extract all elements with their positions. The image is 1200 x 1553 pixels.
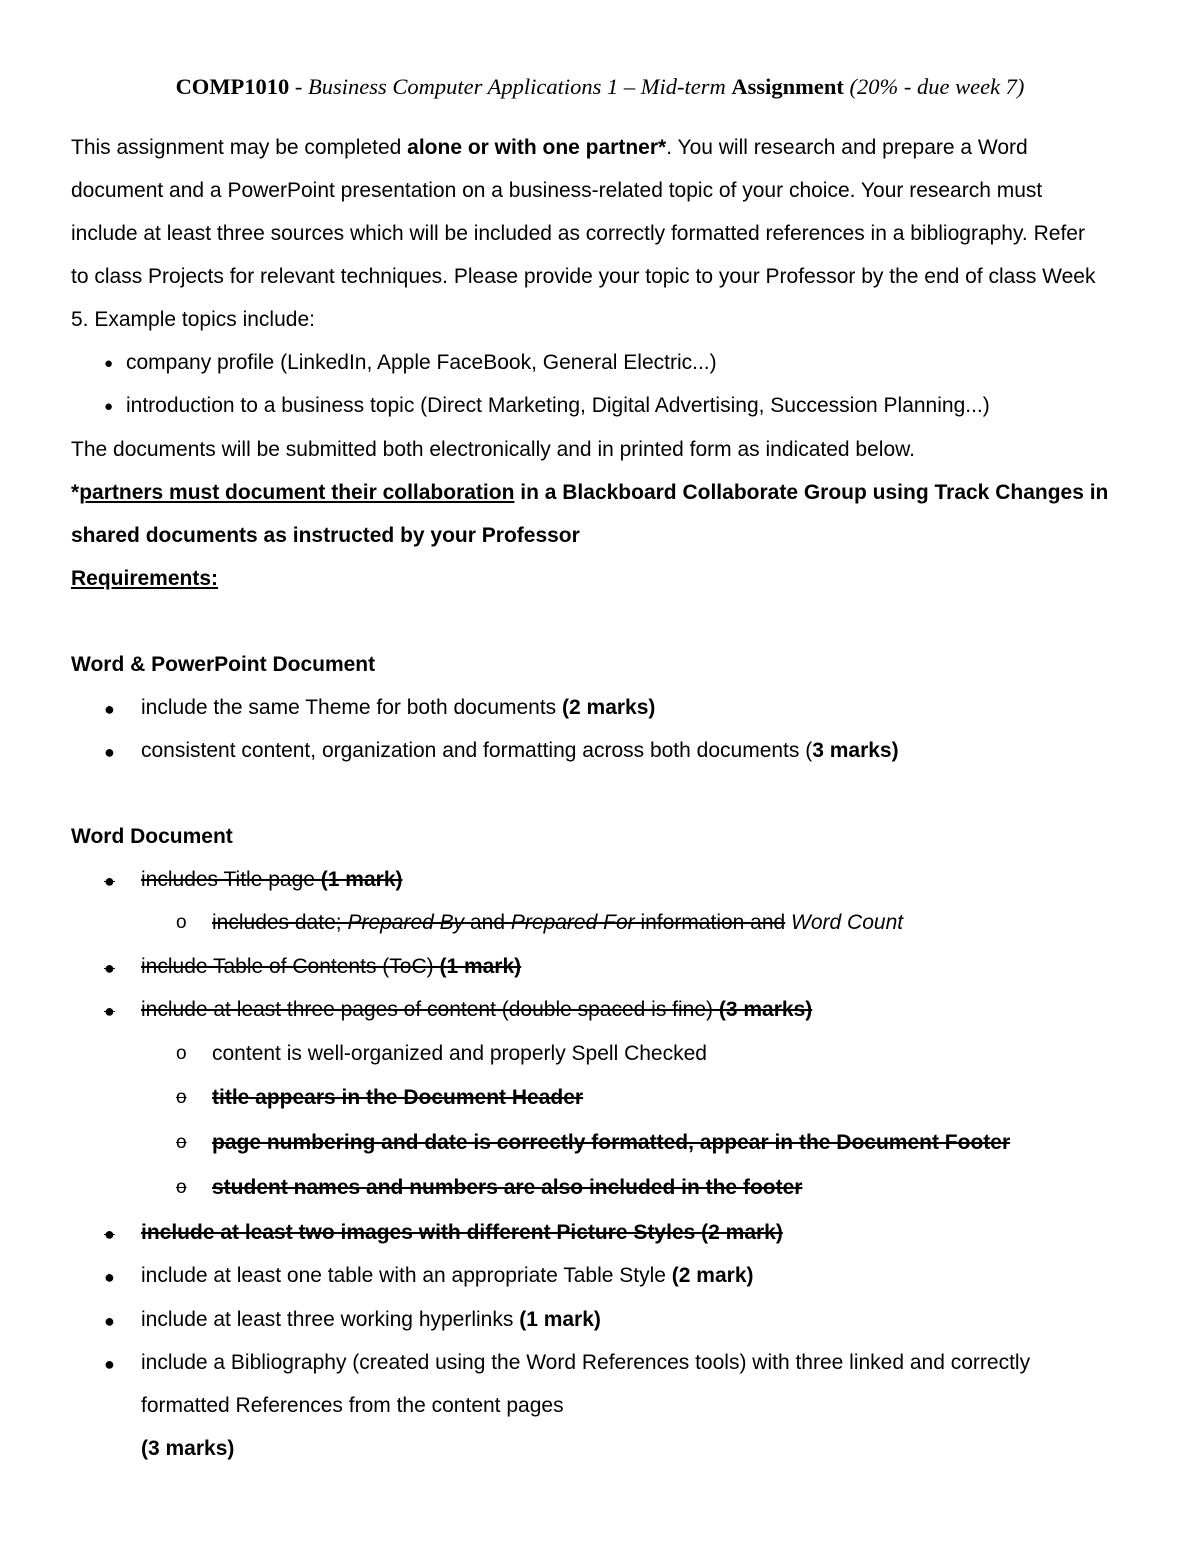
- bullet-icon: ●: [104, 355, 114, 372]
- circle-bullet-icon: o: [176, 1043, 187, 1064]
- topic-item: introduction to a business topic (Direct Marketing, Digital Advertising, Succession Planning...): [126, 394, 990, 417]
- requirements-heading: Requirements:: [71, 567, 219, 590]
- bullet-icon: ●: [104, 1267, 115, 1287]
- assignment-word: Assignment: [731, 74, 844, 99]
- bullet-icon: ●: [104, 1001, 115, 1021]
- bullet-icon: ●: [104, 742, 115, 762]
- course-code: COMP1010: [175, 74, 290, 99]
- assignment-weight: (20% - due week 7): [849, 74, 1025, 99]
- req-table: include at least one table with an appropriate Table Style (2 mark): [141, 1264, 754, 1287]
- intro-line-3: include at least three sources which will be included as correctly formatted references in a bibliography. Refer: [71, 222, 1085, 245]
- req-bibliography-line-1: include a Bibliography (created using the Word References tools) with three linked and correctly: [141, 1351, 1031, 1374]
- word-doc-heading: Word Document: [71, 825, 233, 848]
- req-bibliography-marks: (3 marks): [141, 1437, 235, 1460]
- req-title-page: includes Title page (1 mark): [141, 868, 403, 891]
- intro-line-2: document and a PowerPoint presentation on a business-related topic of your choice. Your research must: [71, 179, 1043, 202]
- bullet-icon: ●: [104, 398, 114, 415]
- bullet-icon: ●: [104, 1224, 115, 1244]
- word-ppt-item: include the same Theme for both documents (2 marks): [141, 696, 656, 719]
- course-name: - Business Computer Applications 1 – Mid-term: [294, 74, 726, 99]
- intro-line-5: 5. Example topics include:: [71, 308, 315, 331]
- topic-item: company profile (LinkedIn, Apple FaceBook, General Electric...): [126, 351, 717, 374]
- req-content-sub: title appears in the Document Header: [212, 1086, 584, 1109]
- bullet-icon: ●: [104, 1354, 115, 1374]
- partners-note-line-2: shared documents as instructed by your Professor: [71, 524, 580, 547]
- bullet-icon: ●: [104, 871, 115, 891]
- intro-line-1: This assignment may be completed alone or with one partner*. You will research and prepare a Word: [71, 136, 1028, 159]
- req-content-sub: page numbering and date is correctly formatted, appear in the Document Footer: [212, 1131, 1011, 1154]
- req-bibliography-line-2: formatted References from the content pages: [141, 1394, 564, 1417]
- req-title-page-details: includes date; Prepared By and Prepared For information and Word Count: [212, 911, 904, 934]
- req-content-sub: content is well-organized and properly Spell Checked: [212, 1042, 707, 1065]
- bullet-icon: ●: [104, 699, 115, 719]
- circle-bullet-icon: o: [176, 1177, 187, 1198]
- circle-bullet-icon: o: [176, 1132, 187, 1153]
- word-ppt-item: consistent content, organization and formatting across both documents (3 marks): [141, 739, 899, 762]
- req-toc: include Table of Contents (ToC) (1 mark): [141, 955, 522, 978]
- req-content-sub: student names and numbers are also included in the footer: [212, 1176, 803, 1199]
- req-content-pages: include at least three pages of content (double spaced is fine) (3 marks): [141, 998, 813, 1021]
- bullet-icon: ●: [104, 958, 115, 978]
- intro-line-4: to class Projects for relevant techniques. Please provide your topic to your Professor by the end of class Week: [71, 265, 1096, 288]
- req-hyperlinks: include at least three working hyperlinks (1 mark): [141, 1308, 601, 1331]
- assignment-title: [0, 72, 1200, 102]
- circle-bullet-icon: o: [176, 1087, 187, 1108]
- word-ppt-heading: Word & PowerPoint Document: [71, 653, 376, 676]
- req-images: include at least two images with different Picture Styles (2 mark): [141, 1221, 783, 1244]
- partners-note-line-1: *partners must document their collaboration in a Blackboard Collaborate Group using Track Changes in: [71, 481, 1109, 504]
- circle-bullet-icon: o: [176, 912, 187, 933]
- bullet-icon: ●: [104, 1311, 115, 1331]
- submission-note: The documents will be submitted both electronically and in printed form as indicated below.: [71, 438, 915, 461]
